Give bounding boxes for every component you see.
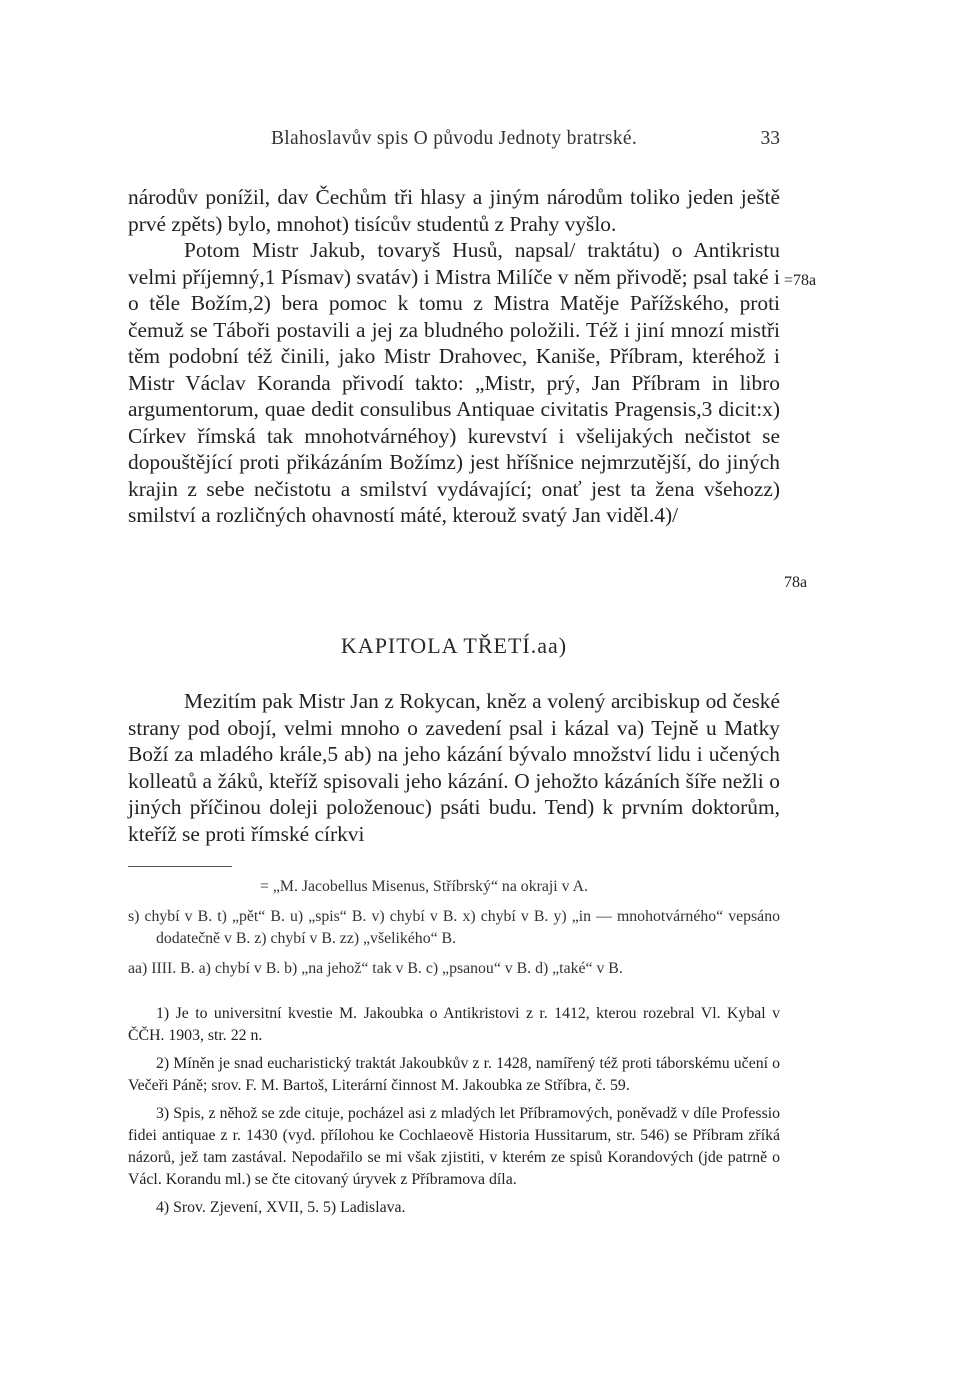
page-number: 33 (760, 128, 780, 149)
apparatus-line: aa) IIII. B. a) chybí v B. b) „na jehož“ tak v B. c) „psanou“ v B. d) „také“ v B. (128, 960, 623, 977)
footnote: 3) Spis, z něhož se zde cituje, pocházel asi z mladých let Příbramových, poněvadž v díle Professio fidei antiquae z r. 1430 (vyd. přílohou ke Cochlaeově Historia Hussitarum, str. 546) se Příbram zříká názorů, jež tam zastával. Nepodařilo se mi však zjistiti, v kterém ze spisů Korandových (jde patrně o Václ. Korandu ml.) se čte citovaný úryvek z Příbramova díla. (128, 1105, 780, 1188)
critical-apparatus (128, 876, 780, 988)
running-title: Blahoslavův spis O původu Jednoty bratrské. (270, 128, 638, 149)
margin-note-folio: 78a (784, 574, 808, 591)
footnote: 2) Míněn je snad eucharistický traktát Jakoubkův z r. 1428, namířený též proti táborskému učení o Večeři Páně; srov. F. M. Bartoš, Literární činnost M. Jakoubka ze Stříbra, č. 59. (128, 1055, 780, 1094)
running-header (128, 128, 780, 158)
chapter-text (128, 688, 780, 847)
footnotes (128, 1003, 780, 1225)
apparatus-line: = „M. Jacobellus Misenus, Stříbrský“ na okraji v A. (260, 878, 588, 895)
paragraph: národův ponížil, dav Čechům tři hlasy a jiným národům toliko jeden ještě prvé zpěts) bylo, mnohot) tisícův studentů z Prahy vyšlo. (128, 185, 780, 236)
paragraph: Mezitím pak Mistr Jan z Rokycan, kněz a volený arcibiskup od české strany pod obojí, velmi mnoho o zavedení psal i kázal va) Tejně u Matky Boží za mladého krále,5 ab) na jeho kázání bývalo množství lidu i učených kolleatů a žáků, kteříž spisovali jeho kázání. O jehožto kázáních šíře nežli o jiných příčinou doleji položenouc) psáti budu. Tend) k prvním doktorům, kteříž se proti římské církvi (128, 689, 780, 846)
main-text (128, 184, 780, 529)
footnote: 4) Srov. Zjevení, XVII, 5. 5) Ladislava. (156, 1199, 406, 1216)
footnote: 1) Je to universitní kvestie M. Jakoubka o Antikristovi z r. 1412, kterou rozebral Vl. Kybal v ČČH. 1903, str. 22 n. (128, 1005, 780, 1044)
margin-note-folio: =78a (784, 272, 817, 289)
footnote-separator (128, 866, 232, 867)
paragraph: Potom Mistr Jakub, tovaryš Husů, napsal/ traktátu) o Antikristu velmi příjemný,1 Písmav) svatáv) i Mistra Milíče v něm přivodě; psal také i o těle Božím,2) bera pomoc k tomu z Mistra Matěje Pařížského, proti čemuž se Táboři postavili a jej za bludného položili. Též i jiní mnozí mistři těm podobní též činili, jako Mistr Drahovec, Kaniše, Příbram, kteréhož i Mistr Václav Koranda přivodí takto: „Mistr, prý, Jan Příbram in libro argumentorum, quae dedit consulibus Antiquae civitatis Pragensis,3 dicit:x) Církev římská tak mnohotvárnéhoy) kurevství i všelijakých nečistot se dopouštějící proti přikázáním Božímz) jest hříšnice nejmrzutější, do jiných krajin z sebe nečistotu a smilství vydávající; onať jest ta žena všehozz) smilství a rozličných ohavností máté, kterouž svatý Jan viděl.4)/ (128, 238, 780, 527)
apparatus-line: s) chybí v B. t) „pět“ B. u) „spis“ B. v) chybí v B. x) chybí v B. y) „in — mnohotvárného“ vepsáno dodatečně v B. z) chybí v B. zz) „všelikého“ B. (128, 908, 780, 947)
chapter-heading: KAPITOLA TŘETÍ.aa) (340, 633, 568, 658)
